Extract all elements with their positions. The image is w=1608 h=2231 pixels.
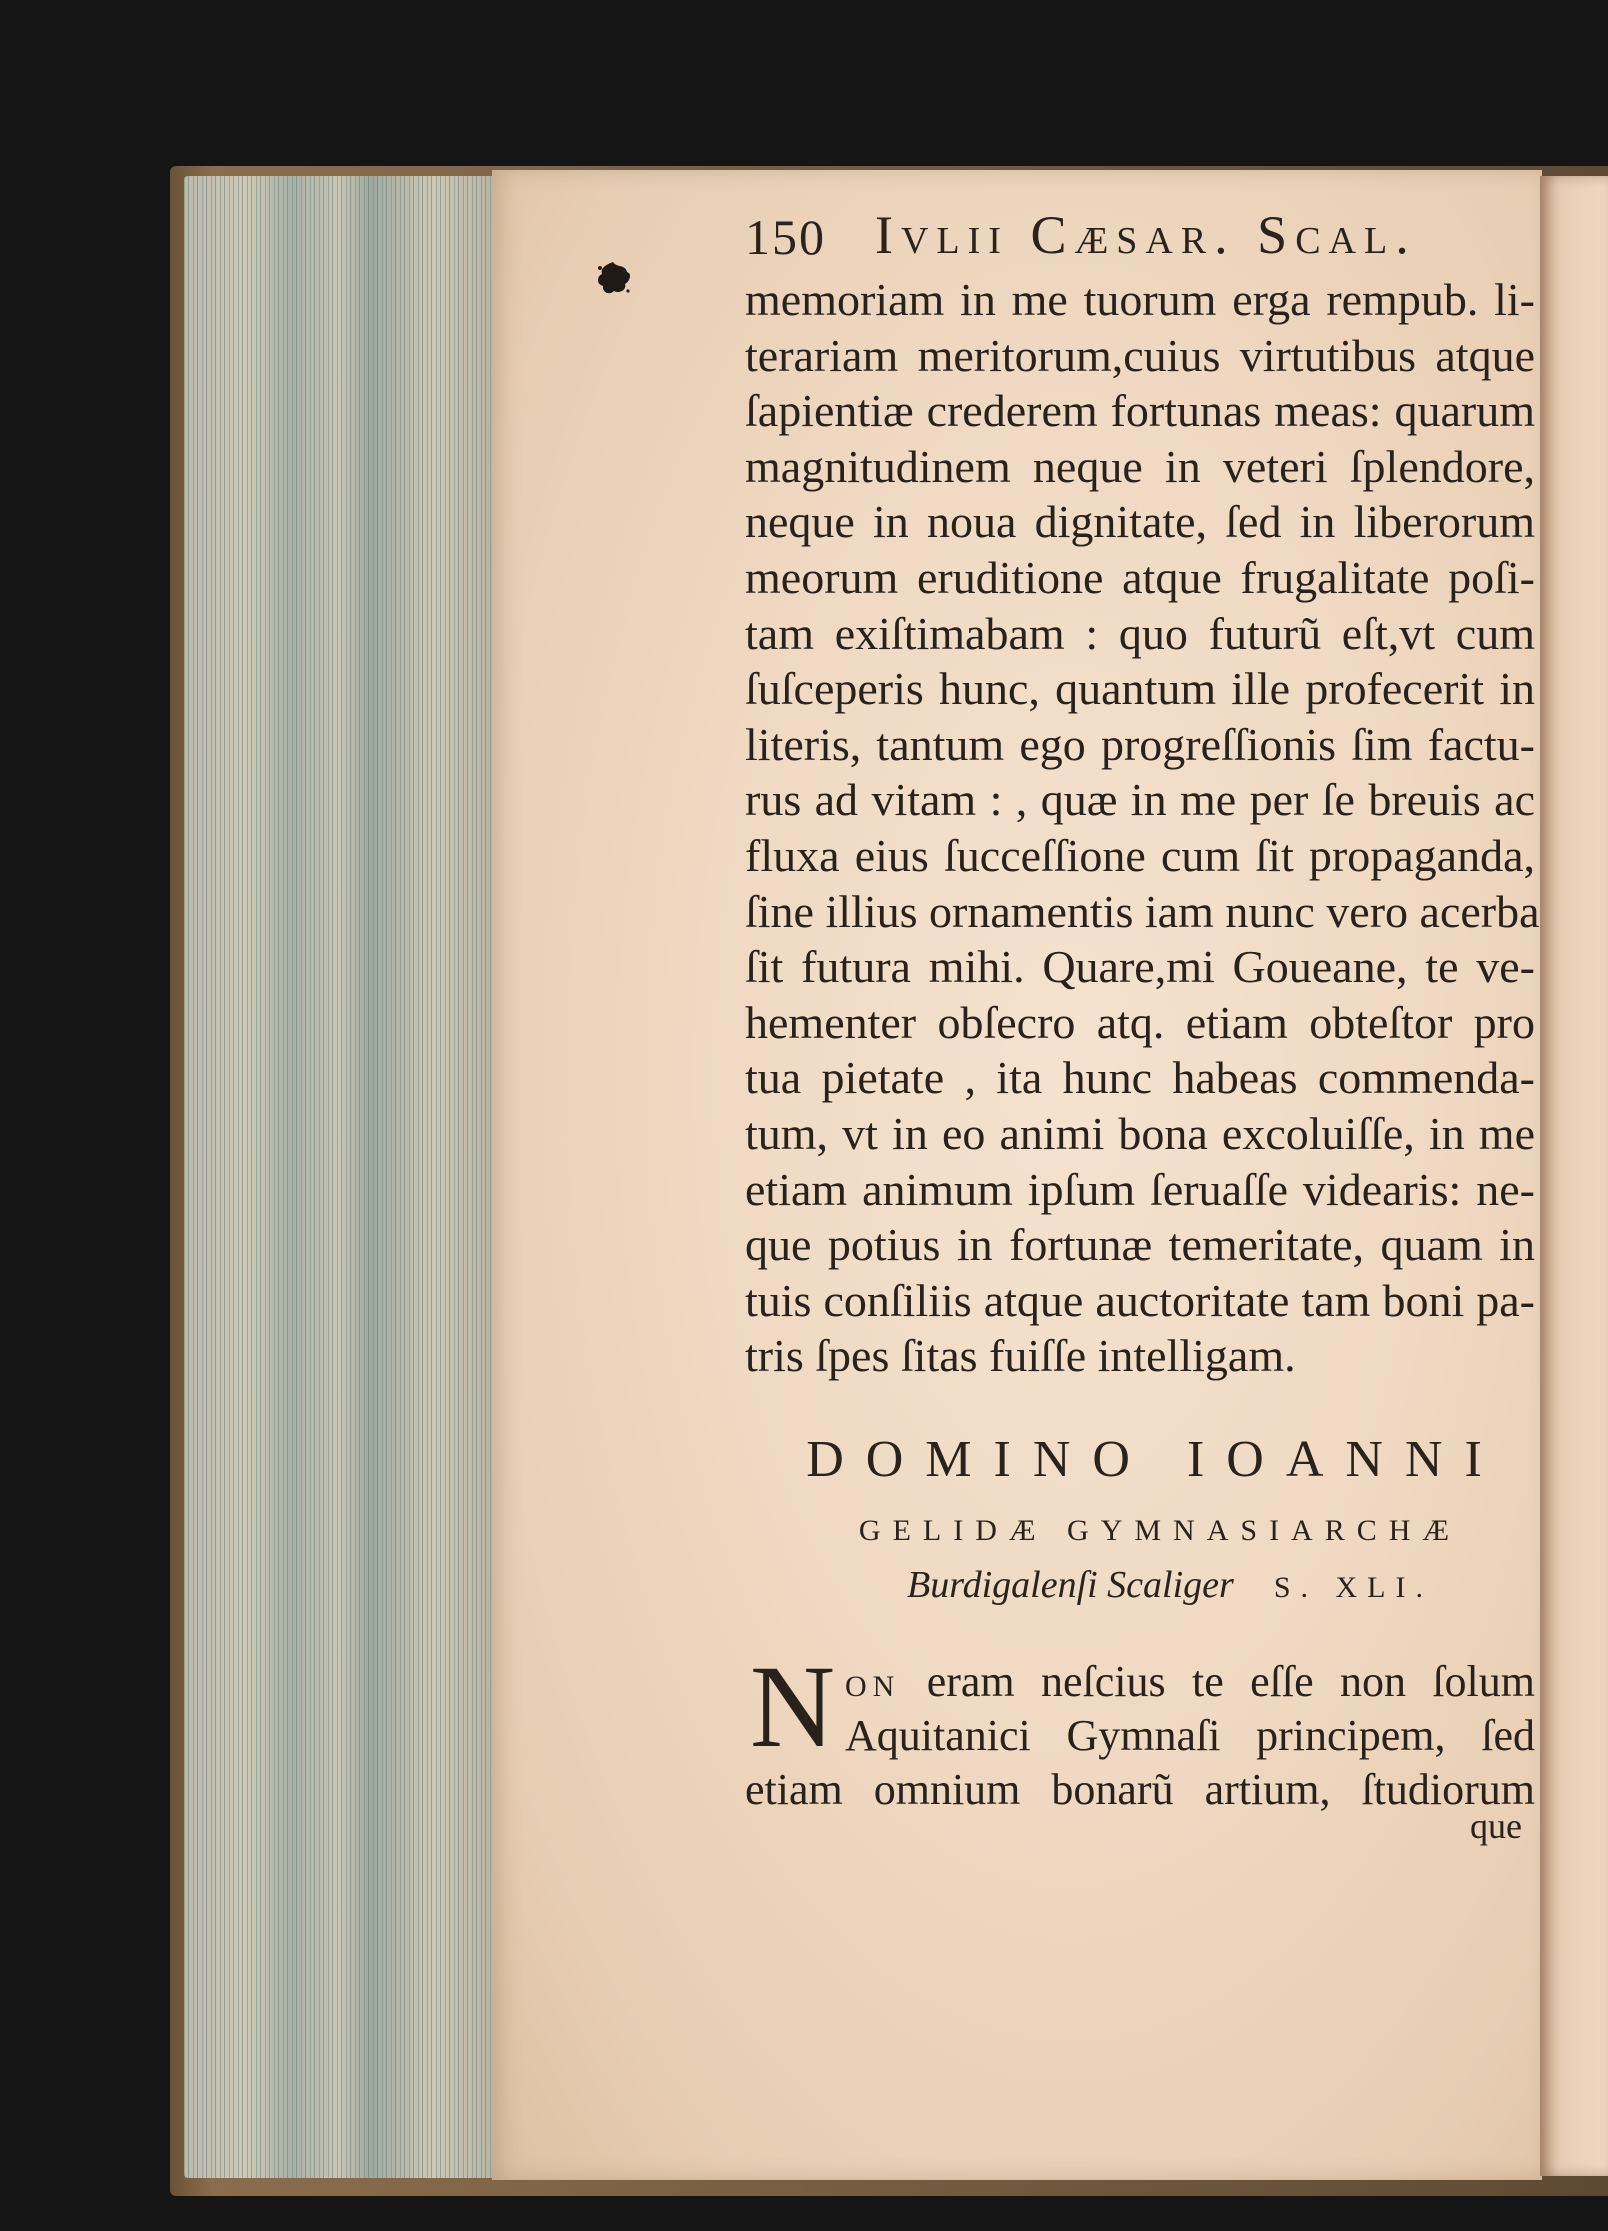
- text-line: magnitudinem neque in veteri ſplendore,: [745, 440, 1535, 492]
- body-text: [745, 272, 1540, 1384]
- text-line: Aquitanici Gymnaſi principem, ſed: [845, 1711, 1535, 1760]
- text-line: [845, 1655, 1535, 1709]
- text-line: que potius in fortunæ temeritate, quam in: [745, 1219, 1535, 1271]
- text-line: tum, vt in eo animi bona excoluiſſe, in me: [745, 1107, 1535, 1159]
- heading-sender-line: [745, 1557, 1535, 1613]
- text-line: meorum eruditione atque frugalitate poſi-: [745, 551, 1535, 603]
- text-line: ſit futura mihi. Quare,mi Goueane, te ve-: [745, 941, 1535, 993]
- text-line: hementer obſecro atq. etiam obteſtor pro: [745, 996, 1535, 1048]
- text-line: ſine illius ornamentis iam nunc vero acerba: [745, 885, 1540, 937]
- letter-opening: [745, 1641, 1535, 1817]
- heading-sender: Burdigalenſi Scaliger: [907, 1564, 1234, 1606]
- facing-page-edge: [1540, 176, 1608, 2176]
- text-line: tua pietate , ita hunc habeas commenda-: [745, 1052, 1535, 1104]
- letter-heading: [745, 1425, 1535, 1613]
- heading-addressee: DOMINO IOANNI: [806, 1431, 1504, 1488]
- text-line: tam exiſtimabam : quo futurũ eſt,vt cum: [745, 607, 1535, 659]
- text-line: ſuſceperis hunc, quantum ille profecerit in: [745, 663, 1535, 715]
- text-line: etiam animum ipſum ſeruaſſe videaris: ne-: [745, 1163, 1535, 1215]
- page-number: 150: [745, 209, 826, 265]
- text-fragment: eram neſcius te eſſe non ſolum: [926, 1657, 1535, 1706]
- text-line: rus ad vitam : , quæ in me per ſe breuis ac: [745, 774, 1535, 826]
- text-line: fluxa eius ſucceſſione cum ſit propaganda,: [745, 829, 1535, 881]
- text-line: memoriam in me tuorum erga rempub. li-: [745, 274, 1535, 325]
- heading-title-line: GELIDÆ GYMNASIARCHÆ: [858, 1514, 1462, 1547]
- text-line: tris ſpes ſitas fuiſſe intelligam.: [745, 1330, 1296, 1382]
- text-line: tuis conſiliis atque auctoritate tam boni pa-: [745, 1274, 1535, 1326]
- text-line: neque in noua dignitate, ſed in liberorum: [745, 496, 1535, 548]
- ink-blot-ornament: [592, 258, 634, 298]
- text-line: etiam omnium bonarũ artium, ſtudiorum: [745, 1765, 1535, 1814]
- drop-cap: N: [749, 1641, 836, 1772]
- catchword: que: [1470, 1806, 1522, 1846]
- small-caps-word: ON: [845, 1670, 901, 1703]
- page-block-edges: [184, 176, 496, 2178]
- heading-letter-number: S. XLI.: [1273, 1571, 1433, 1604]
- running-head: [745, 204, 1530, 270]
- running-head-title: Ivlii Cæsar. Scal.: [875, 205, 1417, 265]
- text-line: literis, tantum ego progreſſionis ſim factu-: [745, 718, 1535, 770]
- text-line: ſapientiæ crederem fortunas meas: quarum: [745, 385, 1535, 437]
- text-line: terariam meritorum,cuius virtutibus atque: [745, 329, 1535, 381]
